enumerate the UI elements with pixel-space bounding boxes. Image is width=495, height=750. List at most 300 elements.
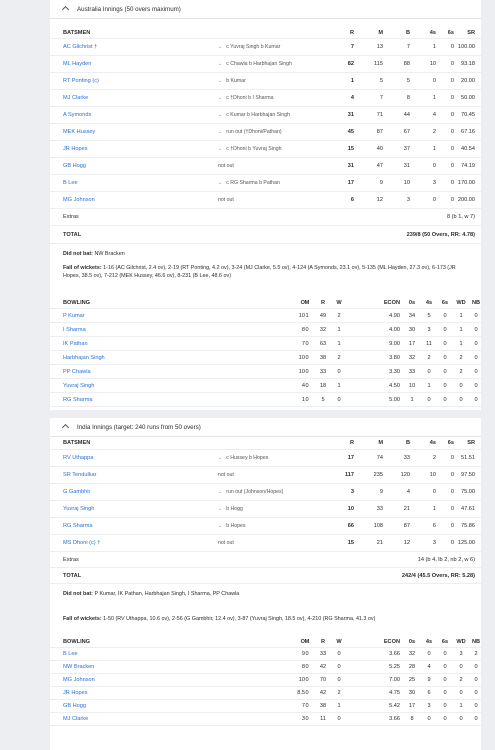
bowl-stat-zeros: 30 xyxy=(408,690,416,696)
bowl-stat-nb: 0 xyxy=(474,354,478,361)
dismissal-text: run out (†Dhoni/Pathan) xyxy=(226,129,282,135)
dismissal-info[interactable] xyxy=(218,455,268,461)
dismissal-info[interactable] xyxy=(218,146,281,152)
stat-sr: 125.00 xyxy=(457,540,475,546)
stat-r: 6 xyxy=(350,197,354,203)
batsman-row xyxy=(50,175,481,192)
stat-fours: 0 xyxy=(432,489,436,495)
stat-b: 21 xyxy=(403,506,410,512)
bowl-stat-nb: 2 xyxy=(474,651,478,657)
did-not-bat-value: P Kumar, IK Pathan, Harbhajan Singh, I Sharma, PP Chawla xyxy=(92,591,240,597)
stat-sr: 40.54 xyxy=(461,146,475,152)
bowler-row xyxy=(50,648,481,661)
bowler-row xyxy=(50,674,481,687)
bowl-stat-zeros: 32 xyxy=(408,354,416,361)
fall-of-wickets-label: Fall of wickets: xyxy=(63,616,102,622)
stat-fours: 10 xyxy=(429,61,436,67)
bowl-stat-sixes: 0 xyxy=(443,703,447,709)
bowl-stat-zeros: 17 xyxy=(408,703,416,709)
bowl-col-header-econ: ECON xyxy=(383,638,400,645)
stat-m: 13 xyxy=(376,44,383,50)
batsman-name-link[interactable]: RV Uthappa xyxy=(63,455,94,461)
stat-sixes: 0 xyxy=(450,112,454,118)
dismissal-info[interactable] xyxy=(218,95,274,101)
bowl-stat-r: 5 xyxy=(321,396,325,403)
bowl-stat-econ: 3.66 xyxy=(389,651,400,657)
bowl-stat-nb: 0 xyxy=(474,703,478,709)
bowl-stat-r: 33 xyxy=(319,651,327,657)
australia-innings-header[interactable] xyxy=(50,0,481,19)
batsman-name-link[interactable]: ML Hayden xyxy=(63,61,92,67)
bowl-stat-wd: 1 xyxy=(459,312,463,319)
bowl-stat-econ: 4.75 xyxy=(389,690,400,696)
stat-m: 87 xyxy=(376,129,383,135)
bowl-stat-nb: 0 xyxy=(474,690,478,696)
fall-of-wickets xyxy=(63,264,468,280)
dismissal-info[interactable] xyxy=(218,180,280,186)
bowl-stat-sixes: 0 xyxy=(443,651,447,657)
stat-sixes: 0 xyxy=(450,129,454,135)
bowl-stat-w: 1 xyxy=(337,326,341,333)
dismissal-info xyxy=(218,472,234,478)
bowl-stat-econ: 9.00 xyxy=(389,340,400,347)
stat-b: 67 xyxy=(403,129,410,135)
did-not-bat xyxy=(63,250,468,258)
bowl-col-header-zeros: 0s xyxy=(408,299,416,306)
stat-sixes: 0 xyxy=(450,197,454,203)
stat-r: 15 xyxy=(347,146,354,152)
stat-r: 17 xyxy=(347,180,354,186)
bowler-name-link[interactable]: Harbhajan Singh xyxy=(63,354,105,361)
batsman-name-link[interactable]: MEK Hussey xyxy=(63,129,96,135)
bowl-stat-o: 8 xyxy=(301,664,305,670)
stat-sr: 51.51 xyxy=(461,455,475,461)
batsman-name-link[interactable]: G Gambhir xyxy=(63,489,91,495)
stat-b: 12 xyxy=(403,540,410,546)
col-header-fours: 4s xyxy=(429,439,436,446)
bowler-name-link[interactable]: IK Pathan xyxy=(63,340,88,347)
bowl-stat-wd: 1 xyxy=(459,326,463,333)
bowl-stat-econ: 3.66 xyxy=(389,716,400,722)
bowl-stat-r: 38 xyxy=(319,354,327,361)
batsman-row xyxy=(50,107,481,124)
extras-value: 8 (b 1, w 7) xyxy=(447,214,475,220)
dismissal-text: b Kumar xyxy=(226,78,246,84)
batsmen-col-header: BATSMEN xyxy=(63,29,91,36)
bowl-stat-m: 0 xyxy=(305,690,309,696)
stat-m: 115 xyxy=(374,61,383,67)
batsman-row xyxy=(50,73,481,90)
bowler-name-link[interactable]: I Sharma xyxy=(63,326,86,333)
bowl-stat-nb: 0 xyxy=(474,312,478,319)
bowl-stat-w: 0 xyxy=(337,368,341,375)
stat-sr: 74.19 xyxy=(461,163,475,169)
bowl-stat-o: 10 xyxy=(298,368,305,375)
batsman-name-link[interactable]: AC Gilchrist † xyxy=(63,44,98,50)
bowl-stat-m: 0 xyxy=(305,354,309,361)
stat-fours: 1 xyxy=(432,95,436,101)
bowl-col-header-fours: 4s xyxy=(425,299,433,306)
bowl-stat-r: 42 xyxy=(319,690,327,696)
bowl-stat-m: 0 xyxy=(305,703,309,709)
col-header-sr: SR xyxy=(467,29,475,36)
bowl-stat-m: 0 xyxy=(305,651,309,657)
bowl-stat-fours: 0 xyxy=(427,716,431,722)
dismissal-text: run out (Johnson/Hopes) xyxy=(226,489,284,495)
bowl-col-header-w: W xyxy=(336,638,342,645)
dismissal-info[interactable] xyxy=(218,61,292,67)
batsman-row xyxy=(50,124,481,141)
stat-sixes: 0 xyxy=(450,44,454,50)
stat-b: 5 xyxy=(406,78,410,84)
bowler-row xyxy=(50,365,481,379)
dismissal-info[interactable] xyxy=(218,78,246,84)
dismissal-text: c Chawla b Harbhajan Singh xyxy=(226,61,292,67)
bowl-stat-sixes: 0 xyxy=(443,690,447,696)
stat-r: 1 xyxy=(350,78,354,84)
stat-sr: 93.18 xyxy=(461,61,475,67)
did-not-bat xyxy=(63,590,468,598)
extras-label: Extras xyxy=(63,214,79,220)
bowl-stat-econ: 7.00 xyxy=(389,677,400,683)
stat-r: 66 xyxy=(347,523,354,529)
dismissal-info xyxy=(218,163,234,169)
bowl-stat-zeros: 33 xyxy=(408,368,416,375)
bowler-name-link[interactable]: JR Hopes xyxy=(63,690,88,696)
stat-r: 117 xyxy=(344,472,354,478)
stat-m: 33 xyxy=(376,506,383,512)
stat-m: 21 xyxy=(376,540,383,546)
bowl-stat-wd: 0 xyxy=(459,716,463,722)
stat-fours: 1 xyxy=(432,146,436,152)
bowling-header xyxy=(50,297,481,309)
chevron-down-icon[interactable]: ⌄ xyxy=(218,523,223,529)
total-value: 239/8 (50 Overs, RR: 4.78) xyxy=(406,231,475,238)
col-header-r: R xyxy=(349,439,354,446)
batsman-name-link[interactable]: Yuvraj Singh xyxy=(63,506,95,512)
stat-b: 3 xyxy=(406,197,410,203)
bowl-col-header-econ: ECON xyxy=(383,299,400,306)
stat-sr: 67.16 xyxy=(461,129,475,135)
extras-row xyxy=(50,552,481,568)
stat-r: 45 xyxy=(347,129,354,135)
bowler-row xyxy=(50,337,481,351)
stat-b: 44 xyxy=(403,112,410,118)
stat-m: 7 xyxy=(379,95,383,101)
stat-m: 12 xyxy=(376,197,383,203)
stat-b: 33 xyxy=(403,455,410,461)
batsman-name-link[interactable]: MG Johnson xyxy=(63,197,95,203)
stat-sr: 70.45 xyxy=(461,112,475,118)
bowl-stat-econ: 5.42 xyxy=(389,703,400,709)
bowler-row xyxy=(50,309,481,323)
bowl-stat-m: 0 xyxy=(305,664,309,670)
stat-r: 10 xyxy=(347,506,354,512)
stat-sixes: 0 xyxy=(450,455,454,461)
bowler-name-link[interactable]: PP Chawla xyxy=(63,368,91,375)
dismissal-info[interactable] xyxy=(218,112,290,118)
stat-r: 31 xyxy=(347,163,354,169)
bowl-col-header-sixes: 6s xyxy=(441,638,449,645)
stat-b: 8 xyxy=(406,95,410,101)
stat-sr: 47.61 xyxy=(461,506,475,512)
dismissal-text: b Hopes xyxy=(226,523,246,529)
bowl-stat-nb: 0 xyxy=(474,326,478,333)
bowl-stat-zeros: 8 xyxy=(410,716,414,722)
bowl-stat-nb: 0 xyxy=(474,396,478,403)
dismissal-info[interactable] xyxy=(218,129,282,135)
bowl-col-header-o: O xyxy=(300,299,305,306)
bowl-stat-econ: 4.50 xyxy=(389,382,400,389)
bowl-stat-fours: 0 xyxy=(427,368,431,375)
col-header-sixes: 6s xyxy=(447,439,454,446)
bowl-col-header-r: R xyxy=(320,638,326,645)
bowler-row xyxy=(50,687,481,700)
bowl-stat-sixes: 0 xyxy=(443,677,447,683)
bowl-stat-nb: 0 xyxy=(474,677,478,683)
bowl-stat-w: 2 xyxy=(337,354,341,361)
batsman-row xyxy=(50,39,481,56)
batting-header xyxy=(50,27,481,39)
dismissal-info xyxy=(218,540,234,546)
bowl-stat-fours: 5 xyxy=(427,312,431,319)
stat-sixes: 0 xyxy=(450,506,454,512)
chevron-down-icon[interactable]: ⌄ xyxy=(218,95,223,101)
bowl-stat-econ: 4.90 xyxy=(389,312,400,319)
chevron-down-icon[interactable]: ⌄ xyxy=(218,112,223,118)
chevron-down-icon[interactable]: ⌄ xyxy=(218,455,223,461)
stat-r: 7 xyxy=(350,44,354,50)
bowl-stat-wd: 0 xyxy=(459,382,463,389)
stat-b: 37 xyxy=(403,146,410,152)
dismissal-info[interactable] xyxy=(218,523,246,529)
stat-sr: 170.00 xyxy=(457,180,475,186)
stat-m: 74 xyxy=(376,455,383,461)
total-row xyxy=(50,226,481,244)
stat-b: 4 xyxy=(406,489,410,495)
stat-sixes: 0 xyxy=(450,146,454,152)
batsmen-col-header: BATSMEN xyxy=(63,439,91,446)
chevron-up-icon[interactable] xyxy=(62,424,69,431)
stat-fours: 1 xyxy=(432,506,436,512)
batsman-row xyxy=(50,535,481,552)
bowl-stat-w: 1 xyxy=(337,703,341,709)
stat-fours: 4 xyxy=(432,112,436,118)
bowl-stat-nb: 0 xyxy=(474,716,478,722)
stat-fours: 10 xyxy=(429,472,436,478)
bowler-name-link[interactable]: GB Hogg xyxy=(63,703,87,709)
bowl-stat-zeros: 34 xyxy=(408,312,416,319)
bowler-name-link[interactable]: B Lee xyxy=(63,651,78,657)
bowl-stat-wd: 0 xyxy=(459,396,463,403)
innings-title: Australia Innings (50 overs maximum) xyxy=(77,6,181,13)
stat-r: 3 xyxy=(350,489,354,495)
india-innings-header[interactable] xyxy=(50,418,481,437)
dismissal-text: not out xyxy=(218,472,234,478)
bowl-stat-wd: 1 xyxy=(459,703,463,709)
chevron-down-icon[interactable]: ⌄ xyxy=(218,61,223,67)
batsman-row xyxy=(50,192,481,209)
bowl-stat-sixes: 0 xyxy=(443,382,447,389)
batsman-name-link[interactable]: B Lee xyxy=(63,180,78,186)
chevron-down-icon[interactable]: ⌄ xyxy=(218,146,223,152)
batsman-name-link[interactable]: A Symonds xyxy=(63,112,92,118)
batsman-name-link[interactable]: RT Ponting (c) xyxy=(63,78,99,84)
bowl-stat-m: 0 xyxy=(305,396,309,403)
stat-b: 31 xyxy=(403,163,410,169)
batsman-name-link[interactable]: MJ Clarke xyxy=(63,95,89,101)
stat-b: 7 xyxy=(406,44,410,50)
dismissal-text: c Yuvraj Singh b Kumar xyxy=(226,44,281,50)
stat-b: 87 xyxy=(403,523,410,529)
stat-sr: 20.00 xyxy=(461,78,475,84)
extras-label: Extras xyxy=(63,556,79,563)
bowl-stat-r: 38 xyxy=(319,703,327,709)
dismissal-info[interactable] xyxy=(218,506,243,512)
bowl-stat-zeros: 30 xyxy=(408,326,416,333)
bowl-stat-r: 32 xyxy=(319,326,327,333)
stat-r: 31 xyxy=(347,112,354,118)
bowl-stat-sixes: 0 xyxy=(443,312,447,319)
batsman-row xyxy=(50,90,481,107)
bowl-stat-o: 10 xyxy=(298,312,305,319)
bowl-stat-zeros: 1 xyxy=(410,396,414,403)
bowl-stat-o: 8 xyxy=(301,326,305,333)
bowl-stat-sixes: 0 xyxy=(443,326,447,333)
bowl-stat-o: 7 xyxy=(301,340,305,347)
fall-of-wickets-value: 1-16 (AC Gilchrist, 2.4 ov), 2-19 (RT Ponting, 4.2 ov), 3-24 (MJ Clarke, 5.5 ov), 4-124 (A Symonds, 23.1 ov), 5-135 (ML Hayden, 27.3 ov), 6-173 (JR Hopes, 38.5 ov), 7-212 (MEK Hussey, 46.6 ov), 8-231 (B Lee, 48.6 ov) xyxy=(63,265,456,279)
batsman-row xyxy=(50,158,481,175)
bowl-stat-o: 9 xyxy=(301,651,305,657)
bowl-stat-r: 18 xyxy=(319,382,327,389)
chevron-down-icon[interactable]: ⌄ xyxy=(218,44,223,50)
col-header-r: R xyxy=(349,29,354,36)
batsman-row xyxy=(50,518,481,535)
bowl-stat-wd: 1 xyxy=(459,340,463,347)
bowl-col-header-zeros: 0s xyxy=(408,638,416,645)
stat-fours: 2 xyxy=(432,129,436,135)
stat-m: 40 xyxy=(376,146,383,152)
chevron-down-icon[interactable]: ⌄ xyxy=(218,489,223,495)
total-value: 242/4 (45.5 Overs, RR: 5.28) xyxy=(401,572,475,579)
batsman-name-link[interactable]: SR Tendulkar xyxy=(63,472,97,478)
bowl-stat-o: 10 xyxy=(298,677,305,683)
bowler-row xyxy=(50,713,481,726)
bowl-stat-o: 8.5 xyxy=(297,690,305,696)
stat-m: 5 xyxy=(379,78,383,84)
chevron-down-icon[interactable]: ⌄ xyxy=(218,506,223,512)
bowl-col-header-nb: NB xyxy=(471,299,481,306)
chevron-up-icon[interactable] xyxy=(62,6,69,13)
dismissal-text: c RG Sharma b Pathan xyxy=(226,180,280,186)
bowl-stat-fours: 2 xyxy=(427,354,431,361)
stat-fours: 0 xyxy=(432,78,436,84)
dismissal-info[interactable] xyxy=(218,489,283,495)
dismissal-text: c Hussey b Hopes xyxy=(226,455,269,461)
bowl-stat-fours: 4 xyxy=(427,664,431,670)
bowl-stat-econ: 3.30 xyxy=(389,368,400,375)
bowl-stat-r: 42 xyxy=(319,664,327,670)
col-header-m: M xyxy=(378,439,383,446)
bowl-stat-fours: 11 xyxy=(426,340,432,347)
bowler-row xyxy=(50,393,481,407)
batsman-name-link[interactable]: GB Hogg xyxy=(63,163,87,169)
stat-sr: 97.50 xyxy=(461,472,475,478)
dismissal-info[interactable] xyxy=(218,44,280,50)
batsman-name-link[interactable]: MS Dhoni (c) † xyxy=(63,540,101,546)
bowler-row xyxy=(50,351,481,365)
batsman-name-link[interactable]: JR Hopes xyxy=(63,146,88,152)
chevron-down-icon[interactable]: ⌄ xyxy=(218,180,223,186)
bowler-name-link[interactable]: NW Bracken xyxy=(63,664,95,670)
india-innings-card xyxy=(50,418,481,750)
bowl-stat-zeros: 10 xyxy=(408,382,416,389)
bowling-col-header: BOWLING xyxy=(63,638,91,645)
bowling-col-header: BOWLING xyxy=(63,299,91,306)
bowl-col-header-m: M xyxy=(304,299,310,306)
bowl-col-header-nb: NB xyxy=(471,638,481,645)
stat-sixes: 0 xyxy=(450,472,454,478)
stat-fours: 0 xyxy=(432,197,436,203)
bowl-stat-fours: 0 xyxy=(427,396,431,403)
dismissal-text: c †Dhoni b I Sharma xyxy=(226,95,274,101)
col-header-sixes: 6s xyxy=(447,29,454,36)
bowl-stat-zeros: 17 xyxy=(408,340,416,347)
stat-m: 235 xyxy=(373,472,383,478)
bowler-name-link[interactable]: MG Johnson xyxy=(63,677,95,683)
stat-m: 108 xyxy=(373,523,383,529)
dismissal-text: b Hogg xyxy=(226,506,243,512)
bowl-stat-r: 33 xyxy=(319,368,327,375)
bowl-stat-w: 1 xyxy=(337,382,341,389)
stat-sr: 100.00 xyxy=(457,44,475,50)
stat-fours: 3 xyxy=(432,540,436,546)
bowl-stat-m: 0 xyxy=(305,368,309,375)
stat-r: 17 xyxy=(347,455,354,461)
bowl-stat-o: 1 xyxy=(301,396,305,403)
bowl-col-header-fours: 4s xyxy=(425,638,433,645)
total-row xyxy=(50,568,481,584)
bowler-name-link[interactable]: RG Sharma xyxy=(63,396,93,403)
bowl-stat-r: 70 xyxy=(319,677,327,683)
batsman-row xyxy=(50,501,481,518)
col-header-b: B xyxy=(405,439,410,446)
bowl-stat-sixes: 0 xyxy=(443,664,447,670)
bowl-col-header-wd: WD xyxy=(456,299,466,306)
bowl-stat-m: 0 xyxy=(305,716,309,722)
bowl-stat-wd: 2 xyxy=(459,354,463,361)
bowler-name-link[interactable]: Yuvraj Singh xyxy=(63,382,95,389)
fall-of-wickets xyxy=(63,615,468,623)
did-not-bat-label: Did not bat: xyxy=(63,251,93,257)
batsman-row xyxy=(50,450,481,467)
did-not-bat-label: Did not bat: xyxy=(63,591,93,597)
bowl-stat-m: 0 xyxy=(305,677,309,683)
stat-sixes: 0 xyxy=(450,523,454,529)
bowl-stat-sixes: 0 xyxy=(443,354,447,361)
australia-innings-card xyxy=(50,0,481,410)
stat-sr: 75.86 xyxy=(461,523,475,529)
chevron-down-icon[interactable]: ⌄ xyxy=(218,78,223,84)
dismissal-text: not out xyxy=(218,163,234,169)
stat-sr: 50.00 xyxy=(461,95,475,101)
bowl-stat-m: 1 xyxy=(305,312,309,319)
bowler-name-link[interactable]: P Kumar xyxy=(63,312,85,319)
batsman-name-link[interactable]: RG Sharma xyxy=(63,523,93,529)
chevron-down-icon[interactable]: ⌄ xyxy=(218,129,223,135)
bowl-col-header-wd: WD xyxy=(456,638,466,645)
bowler-name-link[interactable]: MJ Clarke xyxy=(63,716,89,722)
